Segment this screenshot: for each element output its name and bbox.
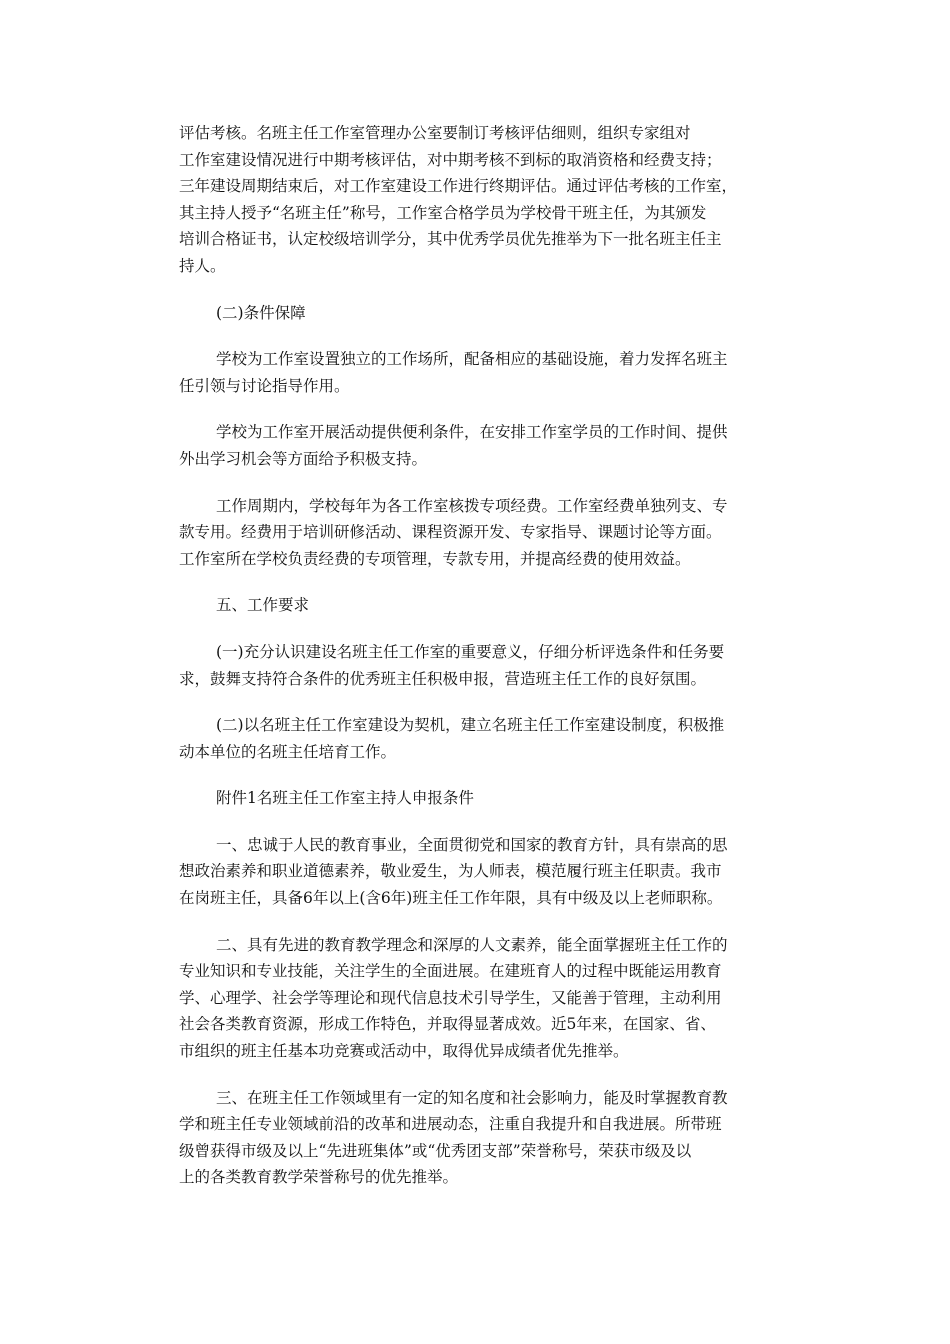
text-line: 专业知识和专业技能，关注学生的全面进展。在建班育人的过程中既能运用教育	[179, 962, 722, 981]
text-line: 评估考核。名班主任工作室管理办公室要制订考核评估细则，组织专家组对	[179, 124, 691, 142]
text-line: 任引领与讨论指导作用。	[179, 376, 350, 395]
text-line: 学、心理学、社会学等理论和现代信息技术引导学生，又能善于管理，主动利用	[179, 988, 722, 1007]
text-line: 三年建设周期结束后，对工作室建设工作进行终期评估。通过评估考核的工作室，	[179, 177, 738, 196]
text-line: 持人。	[179, 256, 226, 275]
section-heading-requirements	[179, 592, 773, 619]
text-line: 学校为工作室开展活动提供便利条件，在安排工作室学员的工作时间、提供	[216, 423, 728, 442]
text-line: 动本单位的名班主任培育工作。	[179, 742, 397, 761]
text-line: 培训合格证书，认定校级培训学分，其中优秀学员优先推举为下一批名班主任主	[179, 230, 722, 249]
paragraph-support	[179, 419, 773, 472]
text-line: 级曾获得市级及以上“先进班集体”或“优秀团支部”荣誉称号，荣获市级及以	[179, 1141, 692, 1160]
text-line: 上的各类教育教学荣誉称号的优先推举。	[179, 1168, 459, 1187]
attachment-heading	[179, 785, 773, 812]
text-line: 想政治素养和职业道德素养，敬业爱生，为人师表，模范履行班主任职责。我市	[179, 862, 722, 881]
paragraph-assessment	[179, 120, 773, 280]
text-line: 工作周期内，学校每年为各工作室核拨专项经费。工作室经费单独列支、专	[216, 496, 728, 515]
document-body	[179, 120, 773, 1211]
paragraph-condition-2	[179, 932, 773, 1065]
text-line: 款专用。经费用于培训研修活动、课程资源开发、专家指导、课题讨论等方面。	[179, 523, 722, 542]
paragraph-workspace	[179, 346, 773, 399]
paragraph-condition-1	[179, 832, 773, 912]
paragraph-requirement-1	[179, 639, 773, 692]
text-line: 工作室建设情况进行中期考核评估，对中期考核不到标的取消资格和经费支持；	[179, 150, 722, 169]
text-line: 三、在班主任工作领域里有一定的知名度和社会影响力，能及时掌握教育教	[216, 1088, 728, 1107]
paragraph-requirement-2	[179, 712, 773, 765]
text-line: 工作室所在学校负责经费的专项管理，专款专用，并提高经费的使用效益。	[179, 549, 691, 568]
text-line: 求，鼓舞支持符合条件的优秀班主任积极申报，营造班主任工作的良好氛围。	[179, 669, 707, 688]
text-line: (一)充分认识建设名班主任工作室的重要意义，仔细分析评选条件和任务要	[216, 642, 725, 661]
text-line: 其主持人授予“名班主任”称号，工作室合格学员为学校骨干班主任，为其颁发	[179, 203, 707, 222]
text-line: 在岗班主任，具备6年以上(含6年)班主任工作年限，具有中级及以上老师职称。	[179, 889, 723, 908]
text-line: 学和班主任专业领域前沿的改革和进展动态，注重自我提升和自我进展。所带班	[179, 1115, 722, 1134]
paragraph-funding	[179, 493, 773, 573]
paragraph-condition-3	[179, 1085, 773, 1191]
text-line: 外出学习机会等方面给予积极支持。	[179, 449, 428, 468]
heading-line: 五、工作要求	[216, 596, 310, 615]
text-line: 社会各类教育资源，形成工作特色，并取得显著成效。近5年来，在国家、省、	[179, 1015, 716, 1034]
text-line: 一、忠诚于人民的教育事业，全面贯彻党和国家的教育方针，具有崇高的思	[216, 835, 728, 854]
text-line: 学校为工作室设置独立的工作场所，配备相应的基础设施，着力发挥名班主	[216, 350, 728, 369]
text-line: (二)以名班主任工作室建设为契机，建立名班主任工作室建设制度，积极推	[216, 716, 725, 735]
heading-line: (二)条件保障	[216, 303, 306, 322]
section-heading-conditions	[179, 300, 773, 327]
heading-line: 附件1名班主任工作室主持人申报条件	[216, 789, 474, 808]
text-line: 市组织的班主任基本功竞赛或活动中，取得优异成绩者优先推举。	[179, 1042, 629, 1061]
text-line: 二、具有先进的教育教学理念和深厚的人文素养，能全面掌握班主任工作的	[216, 935, 728, 954]
